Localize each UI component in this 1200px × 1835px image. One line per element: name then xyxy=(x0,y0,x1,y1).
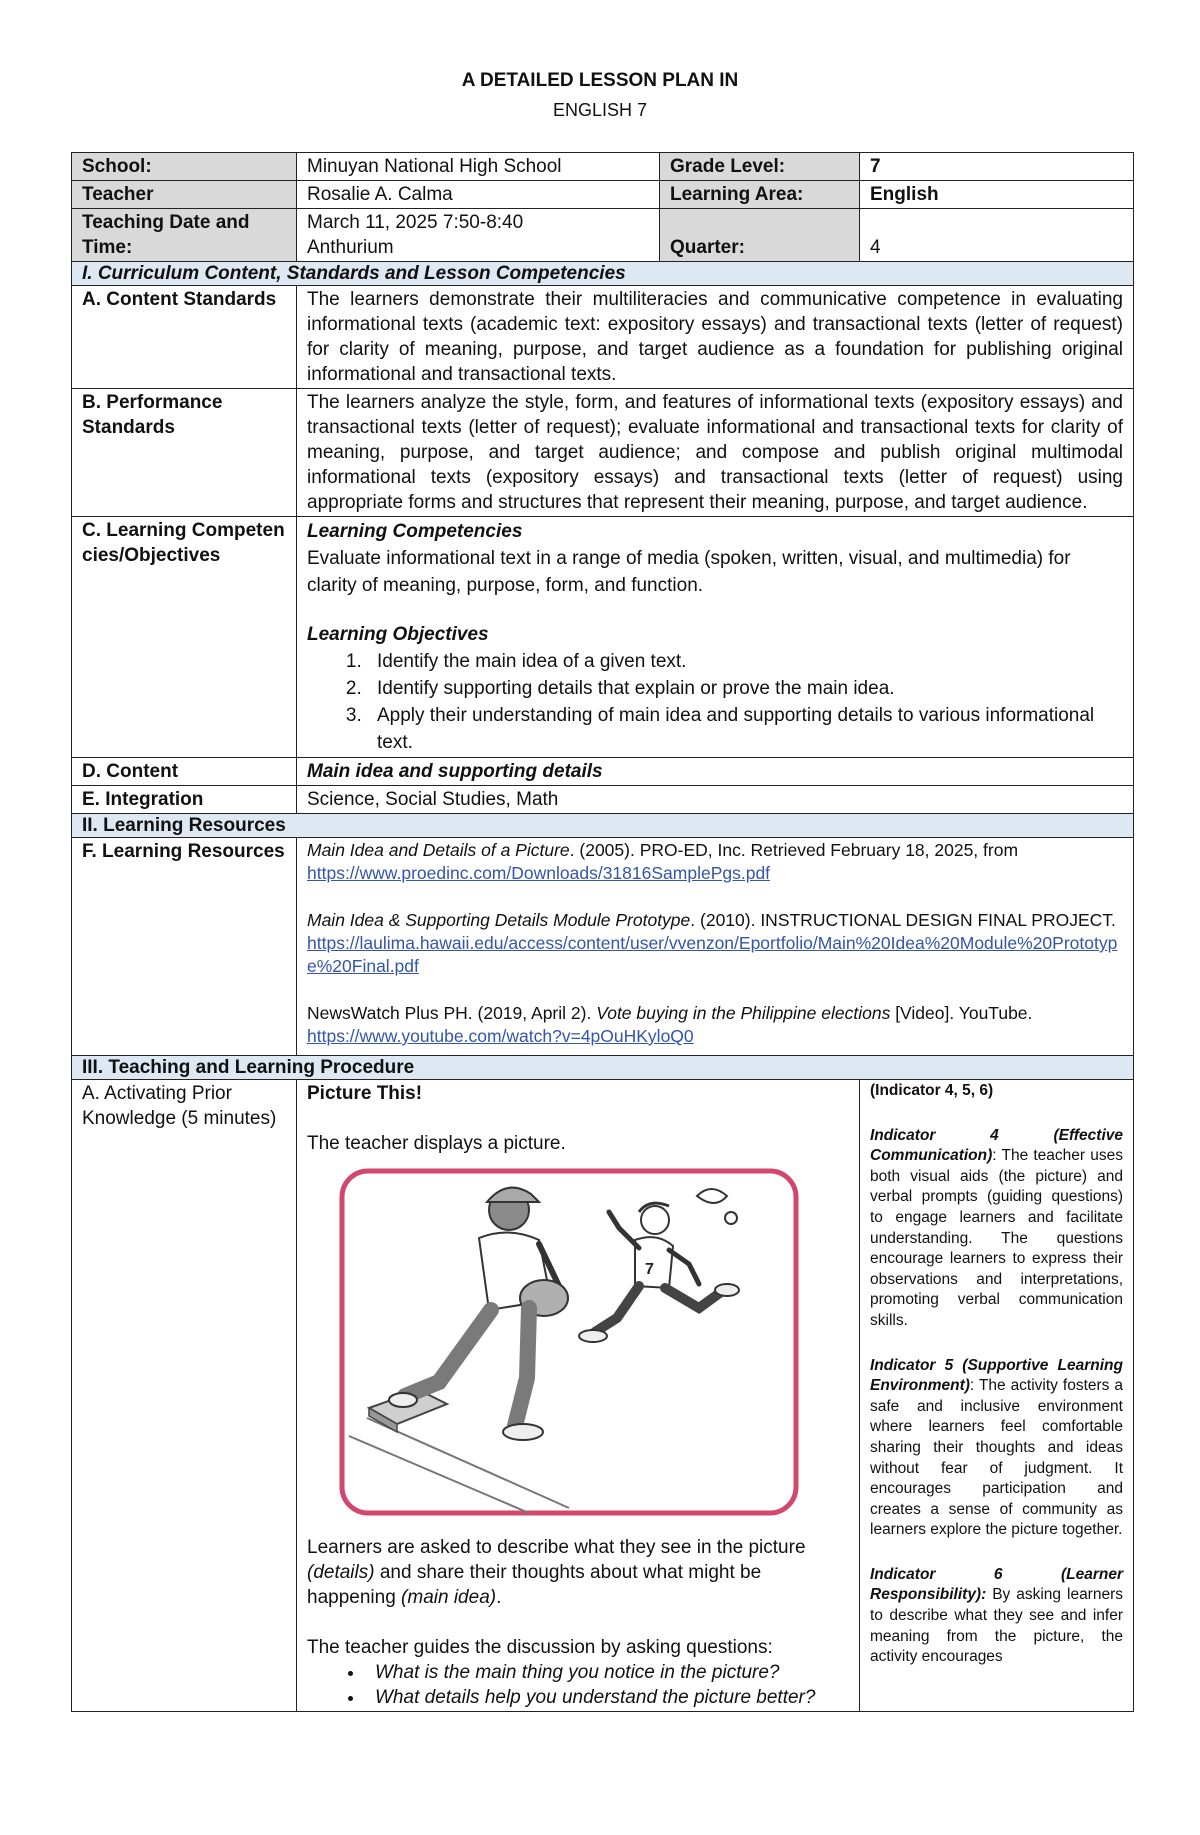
reference-3-link[interactable]: https://www.youtube.com/watch?v=4pOuHKyloQ0 xyxy=(307,1026,694,1046)
teaching-date-line2: Anthurium xyxy=(307,237,394,258)
quarter-value: 4 xyxy=(860,209,1134,262)
section-1-title: I. Curriculum Content, Standards and Lesson Competencies xyxy=(72,262,1134,286)
section-3-title: III. Teaching and Learning Procedure xyxy=(72,1056,1134,1080)
document-subtitle: ENGLISH 7 xyxy=(552,100,648,120)
describe-text-2: and share their thoughts about what might be happening xyxy=(307,1562,762,1608)
indicators-cell xyxy=(860,1080,1134,1712)
teacher-value: Rosalie A. Calma xyxy=(297,181,660,209)
content-standards-label: A. Content Standards xyxy=(72,286,297,389)
reference-3-author: NewsWatch Plus PH. (2019, April 2). xyxy=(307,1003,597,1023)
integration-value: Science, Social Studies, Math xyxy=(297,786,1134,814)
content-standards-text: The learners demonstrate their multiliteracies and communicative competence in evaluating informational texts (academic text: expository essays) and transactional texts (letter of request) for clarity of meaning, purpose, and target audience as a foundation for publishing original informational and transactional texts. xyxy=(297,286,1134,389)
content-standards-row xyxy=(72,286,1134,389)
indicator-6-title: Indicator 6 (Learner Responsibility): xyxy=(870,1565,1123,1604)
indicators-header: (Indicator 4, 5, 6) xyxy=(870,1082,994,1099)
teaching-date-value xyxy=(297,209,660,262)
indicator-5-text: : The activity fosters a safe and inclusive environment where learners feel comfortable sharing their thoughts and ideas without fear of judgment. It encourages participation and creates a sense of community as learners explore the picture together. xyxy=(870,1377,1123,1539)
performance-standards-row xyxy=(72,389,1134,517)
resources-label: F. Learning Resources xyxy=(72,838,297,1056)
section-1-header xyxy=(72,262,1134,286)
activity-intro: The teacher displays a picture. xyxy=(307,1133,566,1154)
learning-area-label: Learning Area: xyxy=(660,181,860,209)
section-3-header xyxy=(72,1056,1134,1080)
integration-row xyxy=(72,786,1134,814)
fielder-shoe-right xyxy=(503,1424,543,1440)
reference-3-text: [Video]. YouTube. xyxy=(890,1003,1033,1023)
document-title: A DETAILED LESSON PLAN IN xyxy=(461,70,739,91)
activity-cell xyxy=(297,1080,860,1712)
quarter-label: Quarter: xyxy=(660,209,860,262)
reference-1 xyxy=(307,839,1123,885)
reference-2-title: Main Idea & Supporting Details Module Prototype xyxy=(307,910,691,930)
runner-shoe-back xyxy=(579,1330,607,1342)
competencies-text: Evaluate informational text in a range of media (spoken, written, visual, and multimedia) for clarity of meaning, purpose, form, and function. xyxy=(307,548,1071,596)
indicator-4-text: : The teacher uses both visual aids (the picture) and verbal prompts (guiding questions) to engage learners and facilitate understanding. The questions encourage learners to express their observations and interpretations, promoting verbal communication skills. xyxy=(870,1147,1123,1329)
reference-3 xyxy=(307,1002,1123,1048)
reference-1-text: . (2005). PRO-ED, Inc. Retrieved February 18, 2025, from xyxy=(569,840,1019,860)
teaching-date-label-line2: Time: xyxy=(82,237,133,258)
section-2-title: II. Learning Resources xyxy=(72,814,1134,838)
integration-label: E. Integration xyxy=(72,786,297,814)
school-value: Minuyan National High School xyxy=(297,153,660,181)
activity-title: Picture This! xyxy=(307,1083,423,1104)
reference-2-text: . (2010). INSTRUCTIONAL DESIGN FINAL PROJECT. xyxy=(690,910,1116,930)
activity-guide: The teacher guides the discussion by asking questions: xyxy=(307,1637,773,1658)
content-value: Main idea and supporting details xyxy=(297,758,1134,786)
indicator-4-title: Indicator 4 (Effective Communication) xyxy=(870,1126,1123,1165)
objective-item: 1. Identify the main idea of a given text. xyxy=(367,648,1123,675)
competencies-heading: Learning Competencies xyxy=(307,521,523,542)
objective-item: 3. Apply their understanding of main idea and supporting details to various informational text. xyxy=(367,702,1123,756)
reference-1-title: Main Idea and Details of a Picture xyxy=(307,840,570,860)
fielder-shoe-left xyxy=(389,1393,417,1407)
content-row xyxy=(72,758,1134,786)
content-label: D. Content xyxy=(72,758,297,786)
baseball-ball xyxy=(725,1212,737,1224)
teacher-row xyxy=(72,181,1134,209)
objectives-list xyxy=(307,648,1123,756)
reference-1-link[interactable]: https://www.proedinc.com/Downloads/31816SamplePgs.pdf xyxy=(307,863,771,883)
reference-2 xyxy=(307,909,1123,978)
jersey-number: 7 xyxy=(645,1261,654,1278)
grade-label: Grade Level: xyxy=(660,153,860,181)
section-2-header xyxy=(72,814,1134,838)
competencies-cell xyxy=(297,517,1134,758)
grade-value: 7 xyxy=(860,153,1134,181)
runner-head xyxy=(641,1206,669,1234)
baseball-picture xyxy=(339,1168,799,1516)
lesson-plan-table xyxy=(71,152,1134,1712)
resources-cell xyxy=(297,838,1134,1056)
performance-standards-label: B. Performance Standards xyxy=(72,389,297,517)
reference-2-link[interactable]: https://laulima.hawaii.edu/access/content/user/vvenzon/Eportfolio/Main%20Idea%20Module%20Prototype%20Final.pdf xyxy=(307,933,1118,976)
teaching-date-label xyxy=(72,209,297,262)
objectives-heading: Learning Objectives xyxy=(307,624,489,645)
describe-text-3: . xyxy=(496,1587,502,1608)
describe-main-idea: (main idea) xyxy=(401,1587,497,1608)
school-row xyxy=(72,153,1134,181)
indicator-6 xyxy=(870,1565,1123,1668)
indicator-5 xyxy=(870,1356,1123,1541)
teaching-date-line1: March 11, 2025 7:50-8:40 xyxy=(307,212,524,233)
date-row xyxy=(72,209,1134,262)
performance-standards-text: The learners analyze the style, form, and features of informational texts (expository essays) and transactional texts (letter of request); evaluate informational and transactional texts for clarity of meaning, purpose, and target audience; and compose and publish original multimodal informational texts (expository essays) and transactional texts (letter of request) using appropriate forms and structures that represent their meaning, purpose, and target audience. xyxy=(297,389,1134,517)
describe-text-1: Learners are asked to describe what they see in the picture xyxy=(307,1537,806,1558)
runner-shirt xyxy=(635,1237,673,1288)
indicator-4 xyxy=(870,1126,1123,1332)
step-label: A. Activating Prior Knowledge (5 minutes) xyxy=(72,1080,297,1712)
activity-describe xyxy=(307,1535,849,1610)
teaching-date-label-line1: Teaching Date and xyxy=(82,212,250,233)
activating-prior-knowledge-row xyxy=(72,1080,1134,1712)
indicator-6-text: By asking learners to describe what they see and infer meaning from the picture, the activity encourages xyxy=(870,1586,1123,1666)
runner-shoe-front xyxy=(715,1284,739,1296)
resources-row xyxy=(72,838,1134,1056)
objective-item: 2. Identify supporting details that explain or prove the main idea. xyxy=(367,675,1123,702)
guiding-question: • What is the main thing you notice in the picture? xyxy=(365,1660,849,1685)
guiding-question: • What details help you understand the picture better? xyxy=(365,1685,849,1710)
teacher-label: Teacher xyxy=(72,181,297,209)
competencies-row xyxy=(72,517,1134,758)
learning-area-value: English xyxy=(860,181,1134,209)
indicator-5-title: Indicator 5 (Supportive Learning Environment) xyxy=(870,1356,1123,1395)
describe-details: (details) xyxy=(307,1562,375,1583)
guiding-questions xyxy=(307,1660,849,1710)
reference-3-title: Vote buying in the Philippine elections xyxy=(596,1003,891,1023)
competencies-label: C. Learning Competencies/Objectives xyxy=(72,517,297,758)
school-label: School: xyxy=(72,153,297,181)
